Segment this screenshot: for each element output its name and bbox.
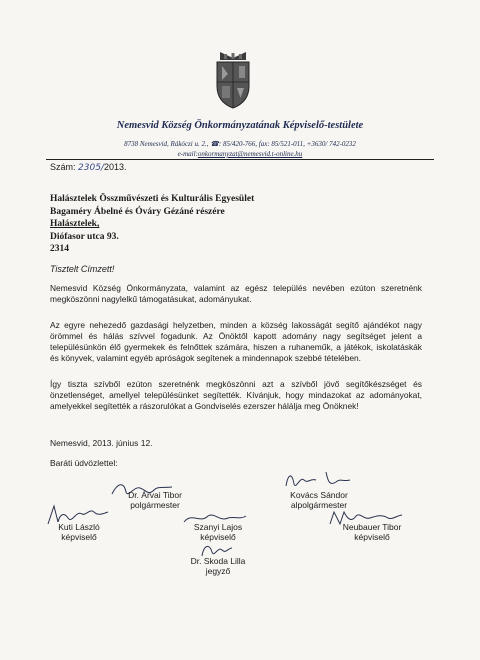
signatory-name: Dr. Árvai Tibor <box>128 490 182 500</box>
letterhead-divider <box>46 159 434 160</box>
closing-phrase: Baráti üdvözlettel: <box>50 458 118 468</box>
recipient-street: Diófasor utca 93. <box>50 231 119 242</box>
reference-number <box>50 162 127 173</box>
signatory-role: képviselő <box>354 532 390 542</box>
body-paragraph: Az egyre nehezedő gazdasági helyzetben, minden a község lakosságát segítő ajándékot nagy örömmel és hálás szívvel fogadunk. Az Önöktől kapott adomány nagy segítséget jelent a településünkön élő gyermekek és felnőttek számára, hiszen a ruhaneműk, a játékok, iskolatáskák és könyvek, valamint egyéb apróságok segítenek a mindennapok szebbé tételében. <box>50 320 422 363</box>
signatory-kuti <box>34 522 124 542</box>
signatory-role: jegyző <box>205 566 231 576</box>
signatory-role: polgármester <box>130 500 180 510</box>
email-label: e-mail: <box>177 150 198 158</box>
letterhead-email-line <box>0 150 480 158</box>
recipient-city: Halásztelek, <box>50 219 100 229</box>
body-paragraph: Így tiszta szívből ezúton szeretnénk megköszönni azt a szívből jövő segítőkészséget és önzetlenséget, amellyel településünket segítették. Kívánjuk, hogy mindazokat az adományokat, amelyekkel segítették a rászorulókat a Gondviselés ezerszer hálálja meg Önöknek! <box>50 379 422 411</box>
reference-handwritten-number: 2305/ <box>78 163 104 173</box>
signatory-arvai <box>100 490 210 510</box>
signatory-name: Kuti László <box>58 522 100 532</box>
signatory-neubauer <box>322 522 422 542</box>
email-link[interactable]: onkormanyzat@nemesvid.t-online.hu <box>197 150 303 158</box>
signatory-skoda <box>168 556 268 576</box>
coat-of-arms-icon <box>212 50 254 110</box>
reference-year: 2013. <box>103 162 127 172</box>
signatory-name: Neubauer Tibor <box>342 522 402 532</box>
signatory-role: képviselő <box>200 532 236 542</box>
signatory-szanyi <box>168 522 268 542</box>
reference-label: Szám: <box>50 162 76 172</box>
signatory-name: Szanyi Lajos <box>193 522 243 532</box>
recipient-postcode: 2314 <box>50 244 69 254</box>
recipient-organization: Halásztelek Összművészeti és Kulturális Egyesület <box>50 194 255 204</box>
salutation: Tisztelt Címzett! <box>50 264 115 274</box>
signatory-role: képviselő <box>61 532 97 542</box>
signatory-name: Kovács Sándor <box>290 490 348 500</box>
signatory-role: alpolgármester <box>290 500 348 510</box>
letterhead-title: Nemesvid Község Önkormányzatának Képviselő-testülete <box>116 120 364 131</box>
signatory-name: Dr. Skoda Lilla <box>190 556 246 566</box>
recipient-address <box>50 193 254 256</box>
dateline: Nemesvid, 2013. június 12. <box>50 438 153 448</box>
letterhead-address: 8738 Nemesvid, Rákóczi u. 2., ☎: 85/420-766, fax: 85/521-011, +3630/ 742-0232 <box>124 140 356 148</box>
body-paragraph: Nemesvid Község Önkormányzata, valamint az egész település nevében ezúton szeretnénk megköszönni nagylelkű támogatásukat, adományukat. <box>50 283 422 304</box>
recipient-attention: Bagaméry Ábelné és Óváry Gézáné részére <box>50 206 225 217</box>
signature-kovacs-icon <box>282 468 354 492</box>
